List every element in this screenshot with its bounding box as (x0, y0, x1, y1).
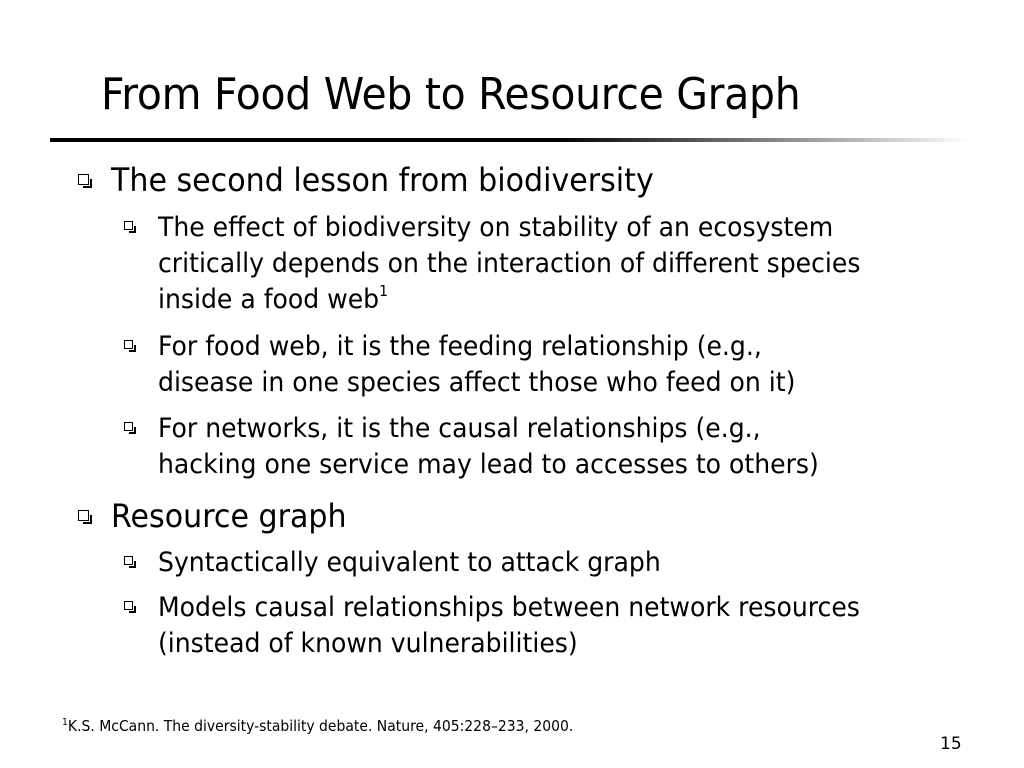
square-bullet-icon (124, 601, 133, 610)
sub-bullet-line: Models causal relationships between network resources (158, 592, 860, 623)
square-bullet-icon (78, 174, 89, 185)
square-bullet-icon (124, 221, 133, 230)
footnote-text: K.S. McCann. The diversity-stability debate. Nature, 405:228–233, 2000. (67, 717, 574, 735)
footnote-marker: 1 (62, 717, 68, 728)
page-number: 15 (940, 734, 962, 754)
slide-title: From Food Web to Resource Graph (101, 69, 801, 120)
sub-bullet-line: For food web, it is the feeding relationship (e.g., (158, 331, 762, 362)
footnote (62, 716, 573, 736)
square-bullet-icon (124, 556, 133, 565)
bullet-text: Resource graph (111, 497, 347, 535)
title-underline (50, 138, 970, 142)
sub-bullet-line: inside a food web (158, 284, 380, 315)
footnote-ref: 1 (379, 282, 388, 300)
sub-bullet-line: critically depends on the interaction of different species (158, 248, 861, 279)
sub-bullet-line: The effect of biodiversity on stability of an ecosystem (158, 212, 834, 243)
sub-bullet-line-with-ref (158, 282, 388, 318)
sub-bullet-line: For networks, it is the causal relationships (e.g., (158, 413, 761, 444)
square-bullet-icon (78, 510, 89, 521)
sub-bullet-line: (instead of known vulnerabilities) (158, 628, 578, 659)
bullet-text: The second lesson from biodiversity (111, 161, 654, 199)
sub-bullet-line: Syntactically equivalent to attack graph (158, 547, 661, 578)
square-bullet-icon (124, 422, 133, 431)
sub-bullet-line: hacking one service may lead to accesses to others) (158, 449, 819, 480)
square-bullet-icon (124, 340, 133, 349)
sub-bullet-line: disease in one species affect those who feed on it) (158, 367, 796, 398)
